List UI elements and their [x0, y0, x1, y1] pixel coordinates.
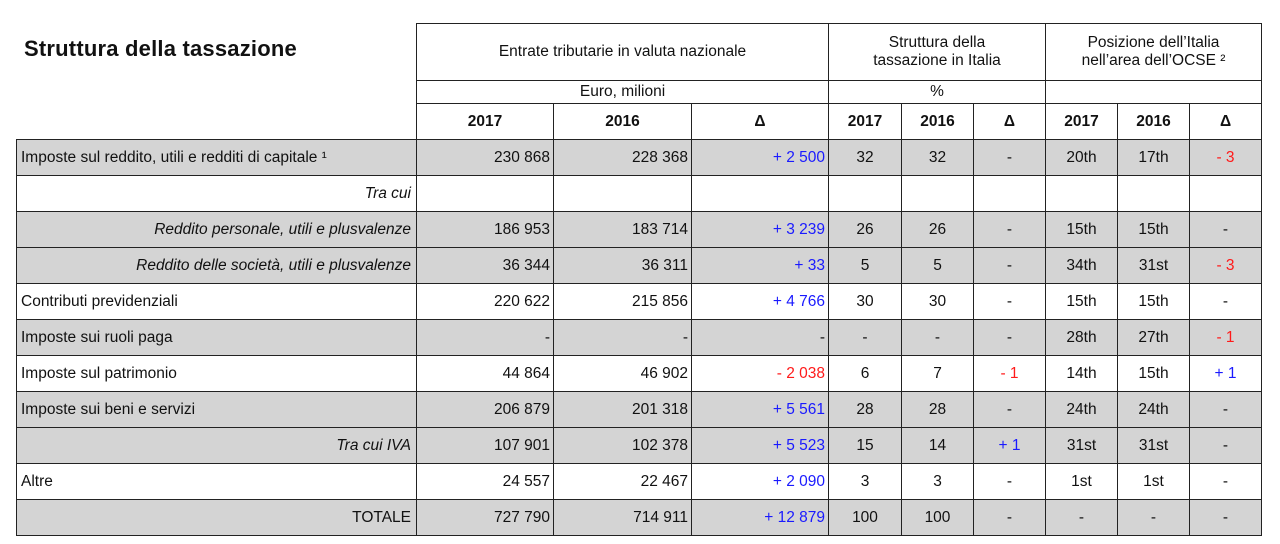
table-cell: - [974, 500, 1046, 536]
table-cell: - [1046, 500, 1118, 536]
table-cell: + 33 [692, 248, 829, 284]
table-cell: 15th [1046, 212, 1118, 248]
row-label: Contributi previdenziali [17, 284, 417, 320]
table-cell: 230 868 [417, 140, 554, 176]
row-label: Imposte sui ruoli paga [17, 320, 417, 356]
table-cell: 46 902 [554, 356, 692, 392]
column-header: Δ [974, 104, 1046, 140]
table-cell [692, 176, 829, 212]
table-cell: - [902, 320, 974, 356]
table-cell: 20th [1046, 140, 1118, 176]
table-cell: - [417, 320, 554, 356]
table-cell [554, 176, 692, 212]
table-cell: 100 [829, 500, 902, 536]
table-cell: 206 879 [417, 392, 554, 428]
table-cell: 31st [1118, 248, 1190, 284]
row-label: Reddito personale, utili e plusvalenze [17, 212, 417, 248]
table-cell: - [692, 320, 829, 356]
row-label: Tra cui IVA [17, 428, 417, 464]
table-cell: 36 344 [417, 248, 554, 284]
row-label: Imposte sui beni e servizi [17, 392, 417, 428]
table-cell: 15th [1118, 212, 1190, 248]
column-header: 2017 [829, 104, 902, 140]
table-cell [1046, 176, 1118, 212]
unit-rank [1046, 81, 1262, 104]
table-cell: + 12 879 [692, 500, 829, 536]
table-cell: 32 [829, 140, 902, 176]
table-cell: 1st [1118, 464, 1190, 500]
table-cell: 24th [1046, 392, 1118, 428]
table-cell: 31st [1046, 428, 1118, 464]
table-row [17, 464, 1262, 500]
table-row [17, 500, 1262, 536]
table-cell: - 1 [974, 356, 1046, 392]
table-cell: 714 911 [554, 500, 692, 536]
table-cell: 32 [902, 140, 974, 176]
table-cell: 5 [829, 248, 902, 284]
table-cell: 31st [1118, 428, 1190, 464]
table-row [17, 284, 1262, 320]
unit-percent: % [829, 81, 1046, 104]
table-cell: 30 [829, 284, 902, 320]
table-cell: + 4 766 [692, 284, 829, 320]
table-cell: - [1190, 428, 1262, 464]
table-row [17, 356, 1262, 392]
table-cell: 15th [1046, 284, 1118, 320]
table-cell: + 3 239 [692, 212, 829, 248]
table-cell [417, 176, 554, 212]
table-cell: - [829, 320, 902, 356]
table-cell: 28 [902, 392, 974, 428]
table-cell: - [1190, 464, 1262, 500]
table-cell: 14th [1046, 356, 1118, 392]
table-cell: 26 [829, 212, 902, 248]
table-cell [829, 176, 902, 212]
table-cell: - [974, 284, 1046, 320]
table-cell [974, 176, 1046, 212]
row-label: TOTALE [17, 500, 417, 536]
table-cell: + 1 [1190, 356, 1262, 392]
table-row [17, 392, 1262, 428]
tax-structure-table [16, 23, 1262, 536]
table-cell: + 2 090 [692, 464, 829, 500]
table-cell: - [974, 248, 1046, 284]
unit-euro: Euro, milioni [417, 81, 829, 104]
table-cell: 107 901 [417, 428, 554, 464]
table-cell: 15th [1118, 356, 1190, 392]
table-cell: - [1190, 284, 1262, 320]
table-cell: 6 [829, 356, 902, 392]
table-cell: 27th [1118, 320, 1190, 356]
table-cell: - [1190, 392, 1262, 428]
table-cell: - [1190, 500, 1262, 536]
table-cell: 26 [902, 212, 974, 248]
table-cell: 34th [1046, 248, 1118, 284]
footnote-cutoff [16, 532, 1261, 544]
table-cell: - [974, 464, 1046, 500]
header-revenue: Entrate tributarie in valuta nazionale [417, 24, 829, 81]
table-cell: - 1 [1190, 320, 1262, 356]
table-cell: - [974, 140, 1046, 176]
column-header: Δ [692, 104, 829, 140]
table-cell: - 3 [1190, 140, 1262, 176]
table-cell: 3 [829, 464, 902, 500]
row-label: Altre [17, 464, 417, 500]
table-cell [1190, 176, 1262, 212]
table-cell: 201 318 [554, 392, 692, 428]
table-cell: - [974, 320, 1046, 356]
table-cell: 24th [1118, 392, 1190, 428]
table-row [17, 212, 1262, 248]
table-cell: 30 [902, 284, 974, 320]
table-cell: - [1118, 500, 1190, 536]
table-cell: - 3 [1190, 248, 1262, 284]
table-cell: 1st [1046, 464, 1118, 500]
table-cell: 186 953 [417, 212, 554, 248]
row-label: Reddito delle società, utili e plusvalenze [17, 248, 417, 284]
header-oecd-rank: Posizione dell’Italia nell’area dell’OCSE ² [1046, 24, 1262, 81]
page-title: Struttura della tassazione [24, 36, 297, 61]
table-cell: 14 [902, 428, 974, 464]
table-cell: - 2 038 [692, 356, 829, 392]
table-cell: 3 [902, 464, 974, 500]
table-cell: + 5 523 [692, 428, 829, 464]
column-header: 2017 [1046, 104, 1118, 140]
table-cell [902, 176, 974, 212]
column-header: 2016 [554, 104, 692, 140]
column-header: 2016 [1118, 104, 1190, 140]
table-cell: 215 856 [554, 284, 692, 320]
table-cell: 15 [829, 428, 902, 464]
row-label: Imposte sul patrimonio [17, 356, 417, 392]
table-cell: 7 [902, 356, 974, 392]
table-cell: 228 368 [554, 140, 692, 176]
table-cell: - [974, 392, 1046, 428]
table-cell: 17th [1118, 140, 1190, 176]
table-cell: 36 311 [554, 248, 692, 284]
table-cell: 28 [829, 392, 902, 428]
table-cell: 220 622 [417, 284, 554, 320]
table-cell: + 5 561 [692, 392, 829, 428]
table-cell: 102 378 [554, 428, 692, 464]
column-header: Δ [1190, 104, 1262, 140]
table-row [17, 428, 1262, 464]
table-cell: 28th [1046, 320, 1118, 356]
column-header: 2017 [417, 104, 554, 140]
table-cell: 100 [902, 500, 974, 536]
table-cell: + 2 500 [692, 140, 829, 176]
column-header: 2016 [902, 104, 974, 140]
table-cell: 5 [902, 248, 974, 284]
table-cell: 44 864 [417, 356, 554, 392]
title-cell [17, 24, 417, 81]
table-row [17, 248, 1262, 284]
row-label: Tra cui [17, 176, 417, 212]
table-cell: - [554, 320, 692, 356]
table-cell: + 1 [974, 428, 1046, 464]
table-row [17, 176, 1262, 212]
table-cell [1118, 176, 1190, 212]
table-cell: - [974, 212, 1046, 248]
table-cell: 22 467 [554, 464, 692, 500]
header-structure: Struttura della tassazione in Italia [829, 24, 1046, 81]
table-row [17, 140, 1262, 176]
table-cell: 727 790 [417, 500, 554, 536]
row-label: Imposte sul reddito, utili e redditi di capitale ¹ [17, 140, 417, 176]
table-cell: 15th [1118, 284, 1190, 320]
table-cell: 183 714 [554, 212, 692, 248]
table-cell: 24 557 [417, 464, 554, 500]
table-row [17, 320, 1262, 356]
table-cell: - [1190, 212, 1262, 248]
